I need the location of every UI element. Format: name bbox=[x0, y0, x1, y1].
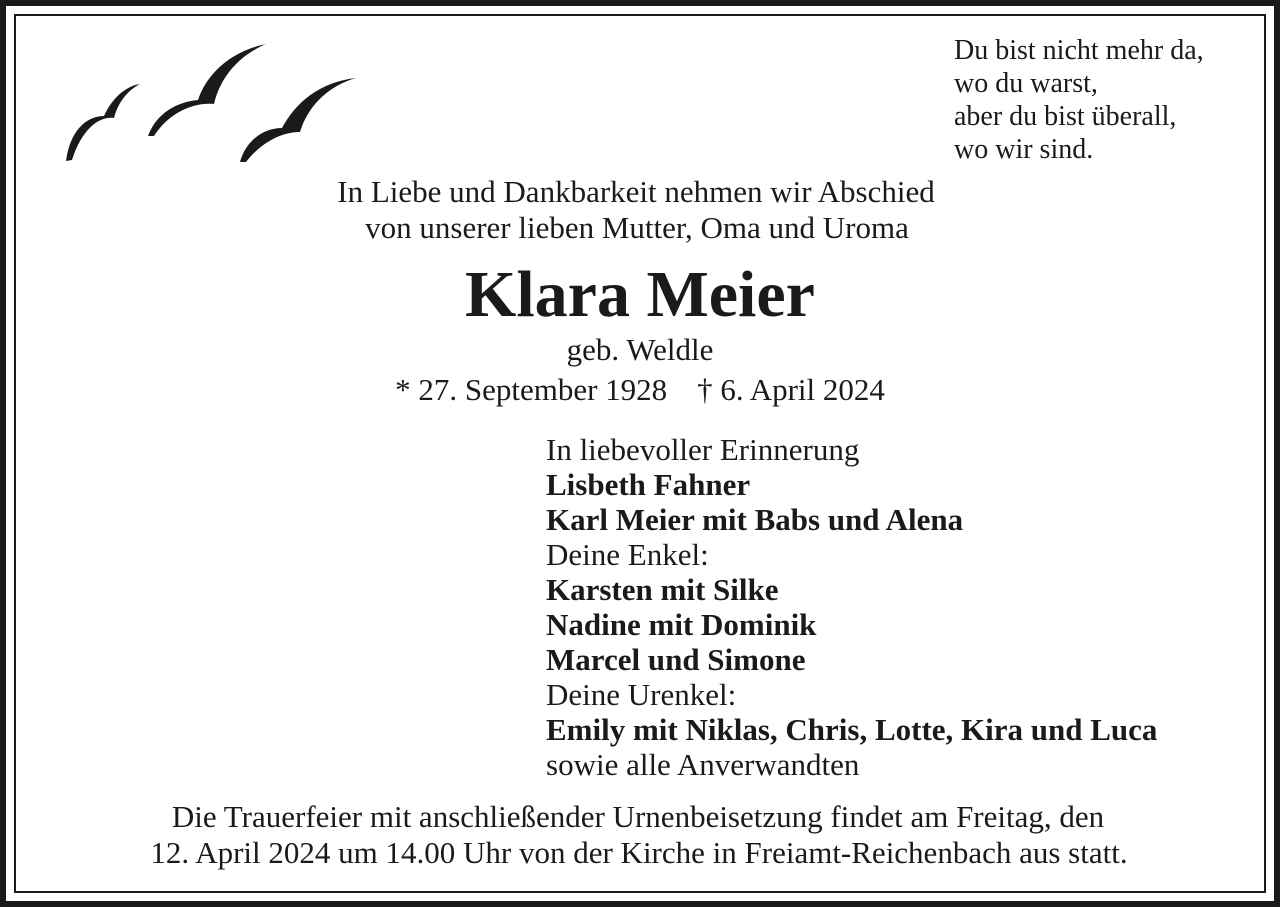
service-line-2: 12. April 2024 um 14.00 Uhr von der Kirche in Freiamt-Reichenbach aus statt. bbox=[150, 835, 1128, 870]
mourner-line: Karl Meier mit Babs und Alena bbox=[546, 502, 964, 537]
deceased-name: Klara Meier bbox=[465, 258, 815, 331]
birth-date: * 27. September 1928 bbox=[395, 372, 668, 407]
mourner-line: sowie alle Anverwandten bbox=[546, 747, 860, 782]
service-line-1: Die Trauerfeier mit anschließender Urnenbeisetzung findet am Freitag, den bbox=[171, 799, 1105, 834]
mourner-line: Deine Urenkel: bbox=[546, 677, 737, 712]
poem-line: wo du warst, bbox=[954, 68, 1098, 99]
mourner-line: Nadine mit Dominik bbox=[546, 607, 817, 642]
mourner-line: Lisbeth Fahner bbox=[546, 467, 751, 502]
mourner-line: In liebevoller Erinnerung bbox=[546, 432, 860, 467]
poem-line: Du bist nicht mehr da, bbox=[954, 35, 1204, 66]
mourner-line: Deine Enkel: bbox=[546, 537, 709, 572]
mourner-line: Marcel und Simone bbox=[546, 642, 806, 677]
mourner-line: Karsten mit Silke bbox=[546, 572, 779, 607]
intro-line-2: von unserer lieben Mutter, Oma und Uroma bbox=[365, 210, 909, 245]
poem-line: wo wir sind. bbox=[954, 134, 1094, 165]
death-date: † 6. April 2024 bbox=[697, 372, 885, 407]
bird-left-icon bbox=[66, 84, 140, 161]
poem-line: aber du bist überall, bbox=[954, 101, 1177, 132]
life-dates bbox=[0, 370, 1280, 410]
mourners-list bbox=[546, 432, 1157, 782]
intro-line-1: In Liebe und Dankbarkeit nehmen wir Abschied bbox=[337, 174, 935, 209]
bird-middle-icon bbox=[148, 44, 266, 136]
bird-right-icon bbox=[240, 78, 356, 162]
birth-name: geb. Weldle bbox=[566, 332, 714, 367]
mourner-line: Emily mit Niklas, Chris, Lotte, Kira und Luca bbox=[546, 712, 1158, 747]
poem bbox=[954, 34, 1204, 166]
flying-birds-icon bbox=[56, 36, 366, 171]
